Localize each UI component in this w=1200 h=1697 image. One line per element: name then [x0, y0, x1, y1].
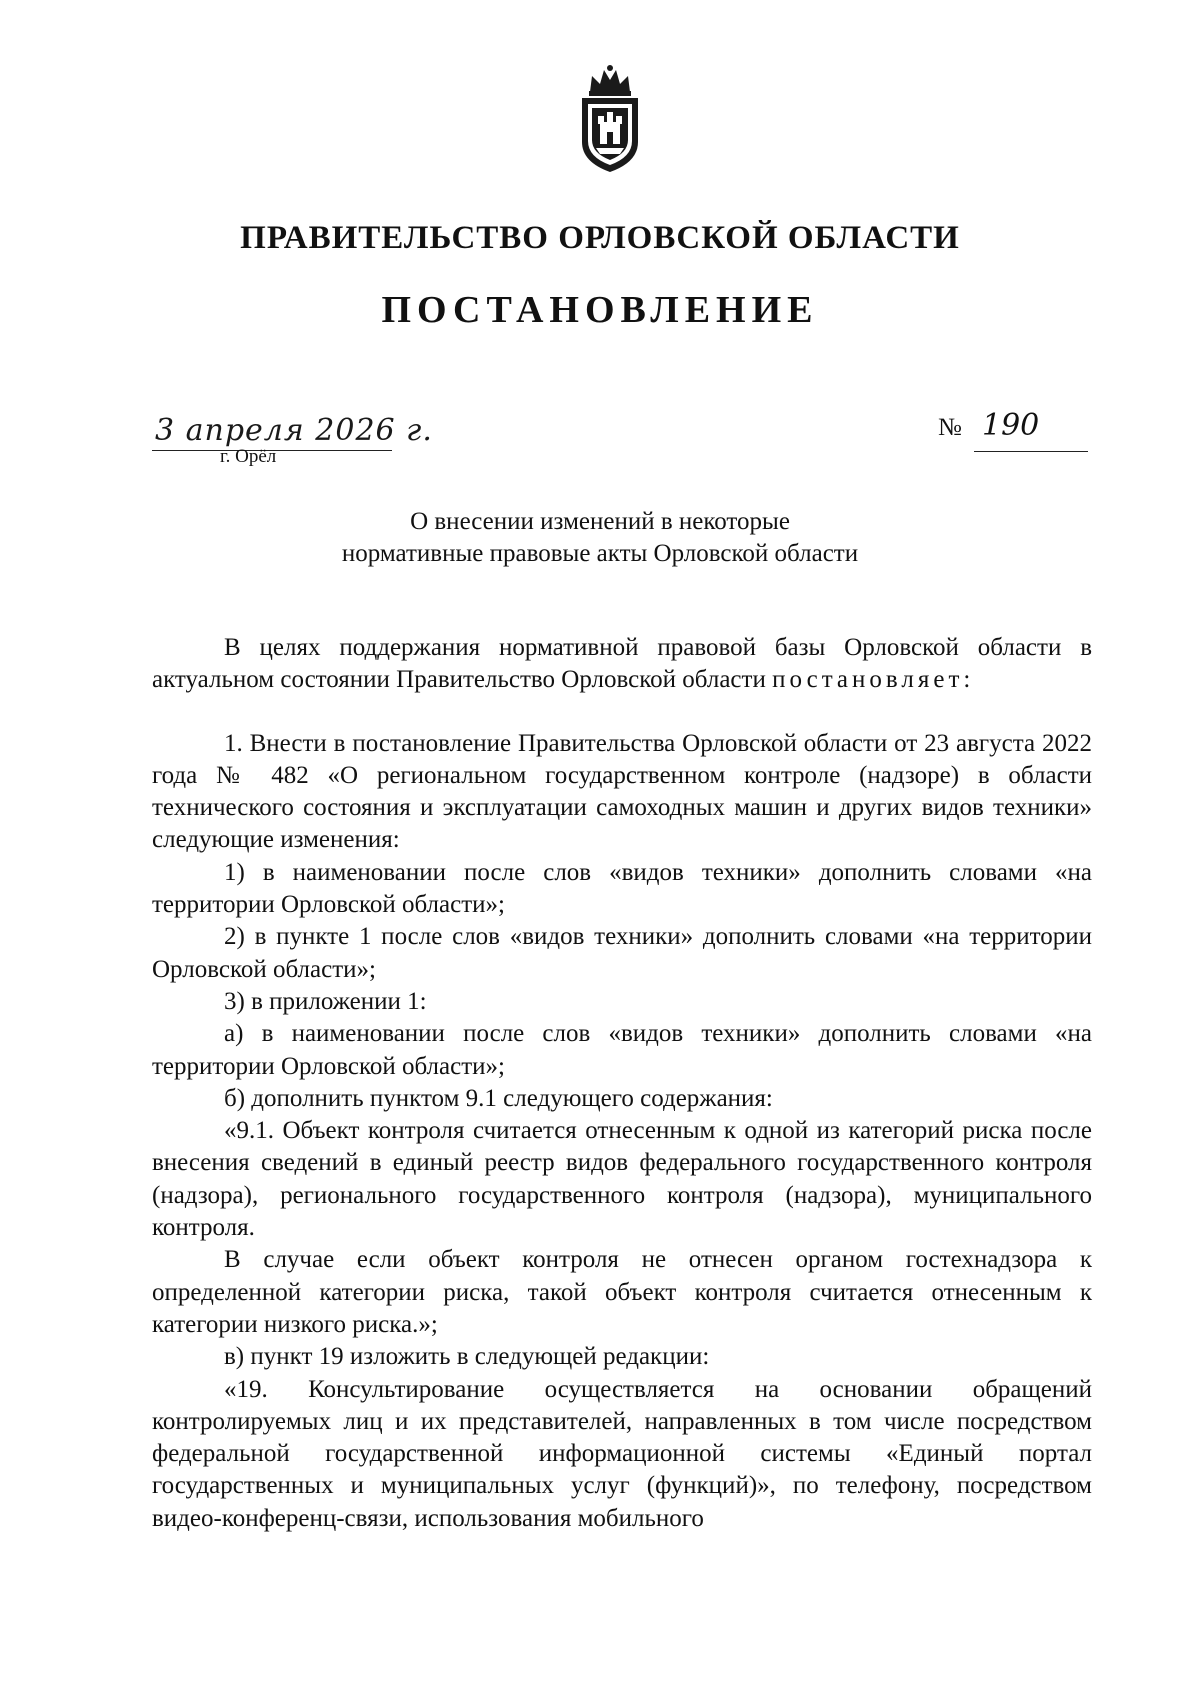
document-subject — [0, 506, 1200, 570]
body-paragraph: «19. Консультирование осуществляется на основании обращений контролируемых лиц и их представителей, направленных в том числе посредством федеральной государственной информационной системы «Единый портал государственных и муниципальных услуг (функций)», по телефону, посредством видео-конференц-связи, использования мобильного — [152, 1375, 1092, 1532]
preamble — [152, 632, 1092, 697]
body-paragraph: 1) в наименовании после слов «видов техники» дополнить словами «на территории Орловской области»; — [152, 858, 1092, 919]
body-paragraph: б) дополнить пунктом 9.1 следующего содержания: — [224, 1084, 773, 1112]
handwritten-number: 190 — [982, 408, 1040, 443]
number-underline — [974, 451, 1088, 452]
subject-line-2: нормативные правовые акты Орловской области — [341, 540, 859, 567]
body-paragraph: В случае если объект контроля не отнесен органом гостехнадзора к определенной категории риска, такой объект контроля считается отнесенным к категории низкого риска.»; — [152, 1246, 1092, 1338]
preamble-end: : — [963, 666, 971, 694]
preamble-main: В целях поддержания нормативной правовой базы Орловской области в актуальном состоянии Правительство Орловской области — [152, 634, 1092, 694]
body-paragraph: «9.1. Объект контроля считается отнесенным к одной из категорий риска после внесения сведений в единый реестр видов федерального государственного контроля (надзора), регионального государственного контроля (надзора), муниципального контроля. — [152, 1117, 1092, 1242]
document-body — [152, 632, 1092, 1535]
subject-line-1: О внесении изменений в некоторые — [410, 508, 790, 535]
authority-name: ПРАВИТЕЛЬСТВО ОРЛОВСКОЙ ОБЛАСТИ — [240, 220, 960, 256]
handwritten-date: 3 апреля 2026 г. — [155, 413, 433, 448]
preamble-verb: постановляет — [772, 666, 964, 694]
body-paragraph: а) в наименовании после слов «видов техники» дополнить словами «на территории Орловской области»; — [152, 1020, 1092, 1080]
body-paragraph: 1. Внести в постановление Правительства Орловской области от 23 августа 2022 года № 482 «О региональном государственном контроле (надзоре) в области технического состояния и эксплуатации самоходных машин и других видов техники» следующие изменения: — [152, 729, 1092, 854]
body-paragraph: в) пункт 19 изложить в следующей редакции: — [224, 1343, 710, 1371]
document-kind: ПОСТАНОВЛЕНИЕ — [381, 289, 819, 331]
city-label: г. Орёл — [220, 446, 277, 467]
number-sign: № — [938, 414, 962, 441]
coat-of-arms-icon — [572, 62, 648, 174]
body-paragraph: 3) в приложении 1: — [224, 987, 427, 1015]
body-paragraph: 2) в пункте 1 после слов «видов техники» дополнить словами «на территории Орловской области»; — [152, 923, 1092, 983]
